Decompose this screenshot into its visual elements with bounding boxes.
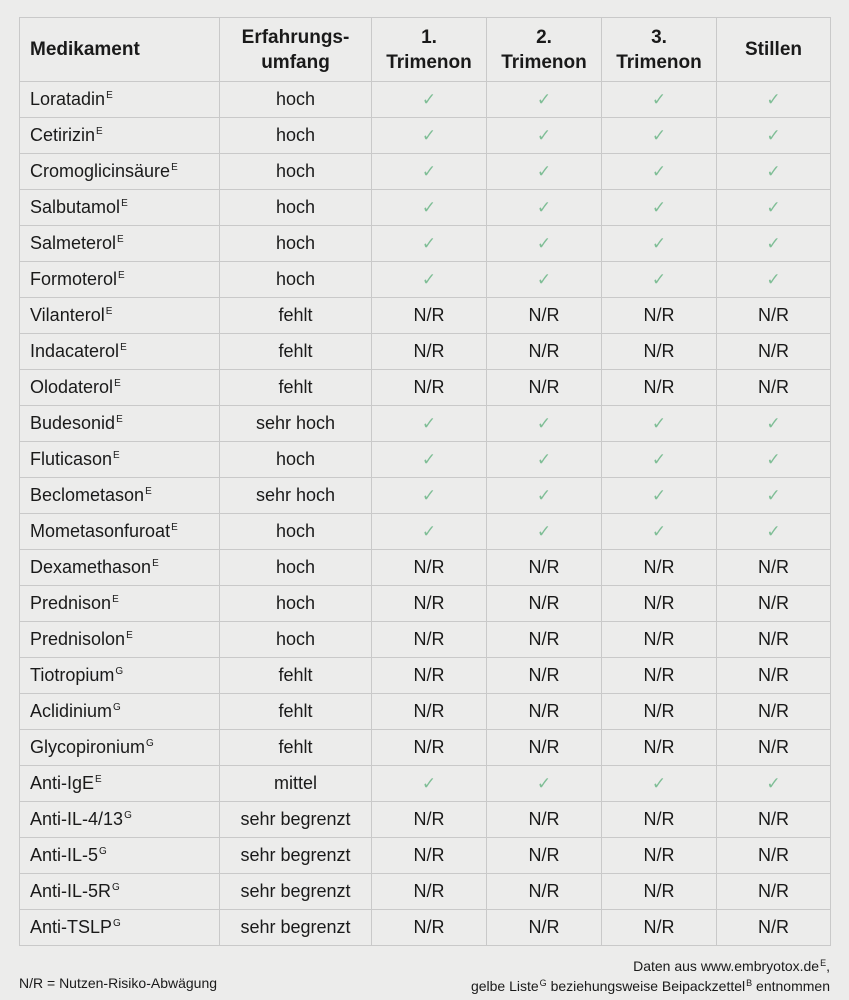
table-row [20,262,831,298]
medication-name-cell [20,442,220,478]
experience-cell: fehlt [220,730,372,766]
assessment-cell-stillen: N/R [717,370,831,406]
medication-name-cell [20,154,220,190]
assessment-cell-t3: N/R [602,802,717,838]
assessment-cell-t2: N/R [487,910,602,946]
source-superscript: E [117,234,124,245]
check-icon: ✓ [487,82,602,118]
check-icon: ✓ [717,118,831,154]
check-icon: ✓ [602,190,717,226]
source-superscript: E [126,630,133,641]
assessment-cell-stillen: N/R [717,586,831,622]
medication-name-cell [20,190,220,226]
source-line-1 [471,956,830,976]
table-row [20,82,831,118]
table-row [20,802,831,838]
medication-name: Indacaterol [30,341,120,361]
check-icon: ✓ [717,514,831,550]
check-icon: ✓ [602,766,717,802]
source-superscript: E [112,594,119,605]
medication-name: Dexamethason [30,557,152,577]
experience-cell: fehlt [220,298,372,334]
experience-cell: sehr begrenzt [220,802,372,838]
medication-table-container [19,17,830,946]
experience-cell: fehlt [220,658,372,694]
medication-name-cell [20,118,220,154]
check-icon: ✓ [602,154,717,190]
source-text-2b: beziehungsweise Beipackzettel [546,978,746,994]
assessment-cell-t2: N/R [487,658,602,694]
header-medikament [20,18,220,82]
experience-cell: sehr begrenzt [220,838,372,874]
assessment-cell-t2: N/R [487,334,602,370]
medication-name-cell [20,226,220,262]
experience-cell: mittel [220,766,372,802]
assessment-cell-t3: N/R [602,622,717,658]
source-superscript: E [106,90,113,101]
medication-name: Cromoglicinsäure [30,161,171,181]
header-line-1: Medikament [30,39,140,60]
experience-cell: hoch [220,550,372,586]
medication-name: Prednison [30,593,112,613]
header-trimenon-1 [372,18,487,82]
source-superscript: G [113,702,121,713]
assessment-cell-t2: N/R [487,586,602,622]
medication-name: Salbutamol [30,197,121,217]
medication-name: Fluticason [30,449,113,469]
assessment-cell-stillen: N/R [717,334,831,370]
experience-cell: sehr begrenzt [220,910,372,946]
assessment-cell-stillen: N/R [717,622,831,658]
assessment-cell-t2: N/R [487,298,602,334]
check-icon: ✓ [487,262,602,298]
medication-name-cell [20,766,220,802]
check-icon: ✓ [717,442,831,478]
source-line-2 [471,976,830,996]
source-superscript: E [145,486,152,497]
header-line-1: Stillen [744,39,802,60]
assessment-cell-t1: N/R [372,622,487,658]
check-icon: ✓ [602,82,717,118]
experience-cell: hoch [220,514,372,550]
medication-name: Salmeterol [30,233,117,253]
header-line-2: Trimenon [501,51,587,73]
assessment-cell-t3: N/R [602,298,717,334]
medication-name-cell [20,730,220,766]
header-line-1: Erfahrungs- [241,26,350,48]
medication-table [19,17,831,946]
check-icon: ✓ [372,154,487,190]
source-superscript: E [152,558,159,569]
assessment-cell-t1: N/R [372,298,487,334]
assessment-cell-stillen: N/R [717,694,831,730]
table-row [20,406,831,442]
assessment-cell-t3: N/R [602,910,717,946]
assessment-cell-stillen: N/R [717,874,831,910]
table-row [20,658,831,694]
assessment-cell-t2: N/R [487,838,602,874]
assessment-cell-t1: N/R [372,658,487,694]
table-row [20,442,831,478]
assessment-cell-t1: N/R [372,694,487,730]
check-icon: ✓ [717,82,831,118]
table-row [20,694,831,730]
check-icon: ✓ [487,478,602,514]
experience-cell: fehlt [220,694,372,730]
assessment-cell-t1: N/R [372,838,487,874]
source-superscript: G [124,810,132,821]
assessment-cell-t3: N/R [602,586,717,622]
medication-name-cell [20,478,220,514]
experience-cell: sehr hoch [220,406,372,442]
table-row [20,298,831,334]
header-trimenon-3 [602,18,717,82]
assessment-cell-t1: N/R [372,334,487,370]
medication-name-cell [20,694,220,730]
medication-name-cell [20,550,220,586]
medication-name-cell [20,370,220,406]
table-row [20,910,831,946]
assessment-cell-stillen: N/R [717,838,831,874]
medication-name-cell [20,622,220,658]
header-line-2: Trimenon [386,51,472,73]
medication-name-cell [20,334,220,370]
check-icon: ✓ [372,766,487,802]
experience-cell: hoch [220,622,372,658]
experience-cell: fehlt [220,334,372,370]
assessment-cell-t2: N/R [487,730,602,766]
source-comma: , [826,958,830,974]
check-icon: ✓ [717,262,831,298]
source-superscript: E [95,774,102,785]
source-text-1: Daten aus www.embryotox.de [633,958,820,974]
table-row [20,730,831,766]
check-icon: ✓ [487,118,602,154]
medication-name-cell [20,874,220,910]
source-sup-2b: B [746,978,753,988]
medication-name: Aclidinium [30,701,113,721]
check-icon: ✓ [717,766,831,802]
assessment-cell-t2: N/R [487,622,602,658]
medication-name-cell [20,82,220,118]
check-icon: ✓ [602,406,717,442]
check-icon: ✓ [602,442,717,478]
table-row [20,226,831,262]
medication-name: Tiotropium [30,665,115,685]
medication-name-cell [20,262,220,298]
assessment-cell-t2: N/R [487,370,602,406]
table-row [20,514,831,550]
check-icon: ✓ [487,190,602,226]
table-row [20,118,831,154]
header-line-2: umfang [261,51,330,73]
assessment-cell-t1: N/R [372,586,487,622]
assessment-cell-t2: N/R [487,694,602,730]
experience-cell: fehlt [220,370,372,406]
source-sup-1: E [820,958,827,968]
experience-cell: sehr begrenzt [220,874,372,910]
source-superscript: E [96,126,103,137]
source-superscript: E [120,342,127,353]
assessment-cell-stillen: N/R [717,550,831,586]
assessment-cell-stillen: N/R [717,730,831,766]
medication-name: Beclometason [30,485,145,505]
check-icon: ✓ [487,154,602,190]
medication-name-cell [20,586,220,622]
legend-note: N/R = Nutzen-Risiko-Abwägung [19,975,218,991]
header-line-1: 1. [421,26,437,48]
check-icon: ✓ [717,406,831,442]
assessment-cell-t3: N/R [602,838,717,874]
source-superscript: E [171,522,178,533]
source-superscript: E [116,414,123,425]
experience-cell: hoch [220,118,372,154]
assessment-cell-t3: N/R [602,730,717,766]
check-icon: ✓ [717,190,831,226]
check-icon: ✓ [487,514,602,550]
header-trimenon-2 [487,18,602,82]
check-icon: ✓ [602,262,717,298]
check-icon: ✓ [372,478,487,514]
assessment-cell-t2: N/R [487,874,602,910]
experience-cell: sehr hoch [220,478,372,514]
check-icon: ✓ [487,766,602,802]
source-superscript: G [99,846,107,857]
assessment-cell-t1: N/R [372,370,487,406]
source-superscript: E [105,306,113,317]
medication-name-cell [20,838,220,874]
assessment-cell-t2: N/R [487,550,602,586]
medication-name: Formoterol [30,269,118,289]
assessment-cell-t1: N/R [372,874,487,910]
medication-name-cell [20,406,220,442]
medication-name: Anti-IgE [30,773,95,793]
table-row [20,478,831,514]
check-icon: ✓ [372,118,487,154]
source-text-2c: entnommen [752,978,830,994]
check-icon: ✓ [372,514,487,550]
medication-name: Loratadin [30,89,106,109]
table-row [20,586,831,622]
medication-name: Anti-IL-5 [30,845,99,865]
medication-name: Mometasonfuroat [30,521,171,541]
header-erfahrungsumfang [220,18,372,82]
source-superscript: E [114,378,121,389]
table-row [20,370,831,406]
medication-name: Cetirizin [30,125,96,145]
assessment-cell-t1: N/R [372,910,487,946]
source-superscript: E [121,198,128,209]
assessment-cell-stillen: N/R [717,910,831,946]
source-superscript: G [146,738,154,749]
assessment-cell-t3: N/R [602,658,717,694]
check-icon: ✓ [372,406,487,442]
check-icon: ✓ [372,262,487,298]
table-row [20,838,831,874]
table-row [20,190,831,226]
assessment-cell-t3: N/R [602,334,717,370]
medication-name: Anti-IL-4/13 [30,809,124,829]
medication-name: Glycopironium [30,737,146,757]
check-icon: ✓ [372,190,487,226]
source-superscript: E [113,450,120,461]
source-superscript: E [118,270,125,281]
assessment-cell-t3: N/R [602,370,717,406]
source-sup-2a: G [539,978,547,988]
experience-cell: hoch [220,154,372,190]
header-line-1: 3. [651,26,667,48]
assessment-cell-stillen: N/R [717,298,831,334]
medication-name: Anti-IL-5R [30,881,112,901]
source-superscript: G [113,918,121,929]
experience-cell: hoch [220,226,372,262]
assessment-cell-stillen: N/R [717,658,831,694]
header-row [20,18,831,82]
medication-name: Olodaterol [30,377,114,397]
medication-name: Vilanterol [30,305,105,325]
experience-cell: hoch [220,586,372,622]
source-superscript: G [112,882,120,893]
check-icon: ✓ [602,478,717,514]
medication-name-cell [20,910,220,946]
assessment-cell-stillen: N/R [717,802,831,838]
source-superscript: E [171,162,178,173]
medication-name: Anti-TSLP [30,917,113,937]
assessment-cell-t1: N/R [372,550,487,586]
experience-cell: hoch [220,442,372,478]
check-icon: ✓ [717,154,831,190]
table-row [20,874,831,910]
table-row [20,550,831,586]
assessment-cell-t3: N/R [602,694,717,730]
check-icon: ✓ [487,226,602,262]
check-icon: ✓ [372,82,487,118]
table-row [20,334,831,370]
header-stillen [717,18,831,82]
check-icon: ✓ [372,442,487,478]
check-icon: ✓ [372,226,487,262]
check-icon: ✓ [487,442,602,478]
check-icon: ✓ [602,118,717,154]
source-text-2a: gelbe Liste [470,978,539,994]
medication-name-cell [20,298,220,334]
table-body [20,82,831,946]
check-icon: ✓ [602,226,717,262]
table-row [20,154,831,190]
header-line-1: 2. [536,26,552,48]
assessment-cell-t2: N/R [487,802,602,838]
experience-cell: hoch [220,190,372,226]
check-icon: ✓ [717,226,831,262]
table-row [20,766,831,802]
table-row [20,622,831,658]
assessment-cell-t3: N/R [602,550,717,586]
medication-name-cell [20,514,220,550]
medication-name-cell [20,802,220,838]
check-icon: ✓ [487,406,602,442]
source-superscript: G [115,666,124,677]
header-line-2: Trimenon [616,51,702,73]
assessment-cell-t1: N/R [372,802,487,838]
source-note [471,956,830,996]
check-icon: ✓ [602,514,717,550]
check-icon: ✓ [717,478,831,514]
medication-name: Budesonid [30,413,116,433]
experience-cell: hoch [220,262,372,298]
assessment-cell-t3: N/R [602,874,717,910]
medication-name-cell [20,658,220,694]
experience-cell: hoch [220,82,372,118]
assessment-cell-t1: N/R [372,730,487,766]
medication-name: Prednisolon [30,629,126,649]
